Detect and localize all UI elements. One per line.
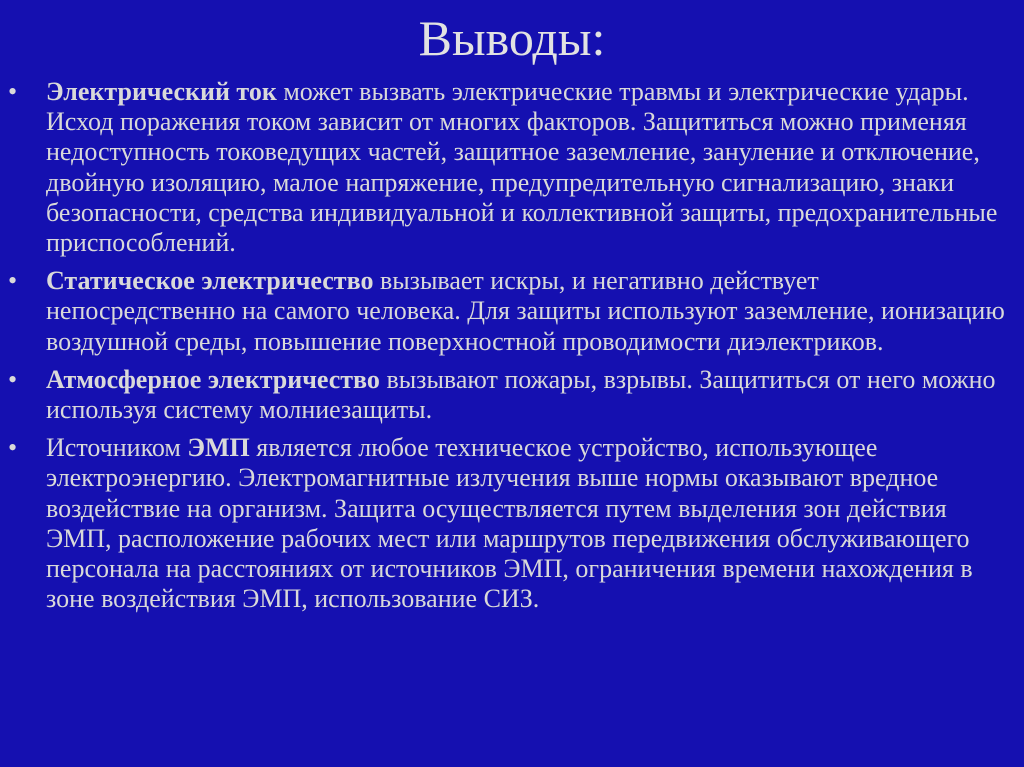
bullet-static-electricity [0, 266, 1024, 357]
bullet-term: Электрический ток [46, 77, 277, 106]
bullet-term: ЭМП [187, 433, 250, 463]
bullet-text: вызывают пожары, взрывы. Защититься от него можно используя систему молниезащиты. [46, 364, 996, 425]
bullet-text-prefix: Источником [46, 433, 188, 463]
bullet-text: может вызвать электрические травмы и электрические удары. Исход поражения током зависит от многих факторов. Защититься можно применяя недоступность токоведущих частей, защитное заземление, зануление и отключение, двойную изоляцию, малое напряжение, предупредительную сигнализацию, знаки безопасности, средства индивидуальной и коллективной защиты, предохранительные приспособлений. [46, 77, 998, 258]
bullet-term: Атмосферное электричество [46, 364, 380, 394]
slide-title: Выводы: [418, 10, 606, 66]
bullet-term: Статическое электричество [46, 266, 374, 296]
bullet-dot-icon: • [8, 77, 18, 106]
bullet-dot-icon: • [8, 433, 18, 463]
bullet-text: вызывает искры, и негативно действует непосредственно на самого человека. Для защиты используют заземление, ионизацию воздушной среды, повышение поверхностной проводимости диэлектриков. [46, 266, 1005, 356]
bullet-electric-current [0, 77, 1024, 258]
bullet-list [0, 77, 1024, 622]
bullet-dot-icon: • [8, 266, 18, 296]
bullet-text: является любое техническое устройство, использующее электроэнергию. Электромагнитные излучения выше нормы оказывают вредное воздействие на организм. Защита осуществляется путем выделения зон действия ЭМП, расположение рабочих мест или маршрутов передвижения обслуживающего персонала на расстояниях от источников ЭМП, ограничения времени нахождения в зоне воздействия ЭМП, использование СИЗ. [46, 433, 973, 614]
bullet-emf [0, 433, 1024, 614]
bullet-atmospheric-electricity [0, 365, 1024, 425]
bullet-dot-icon: • [8, 364, 18, 394]
